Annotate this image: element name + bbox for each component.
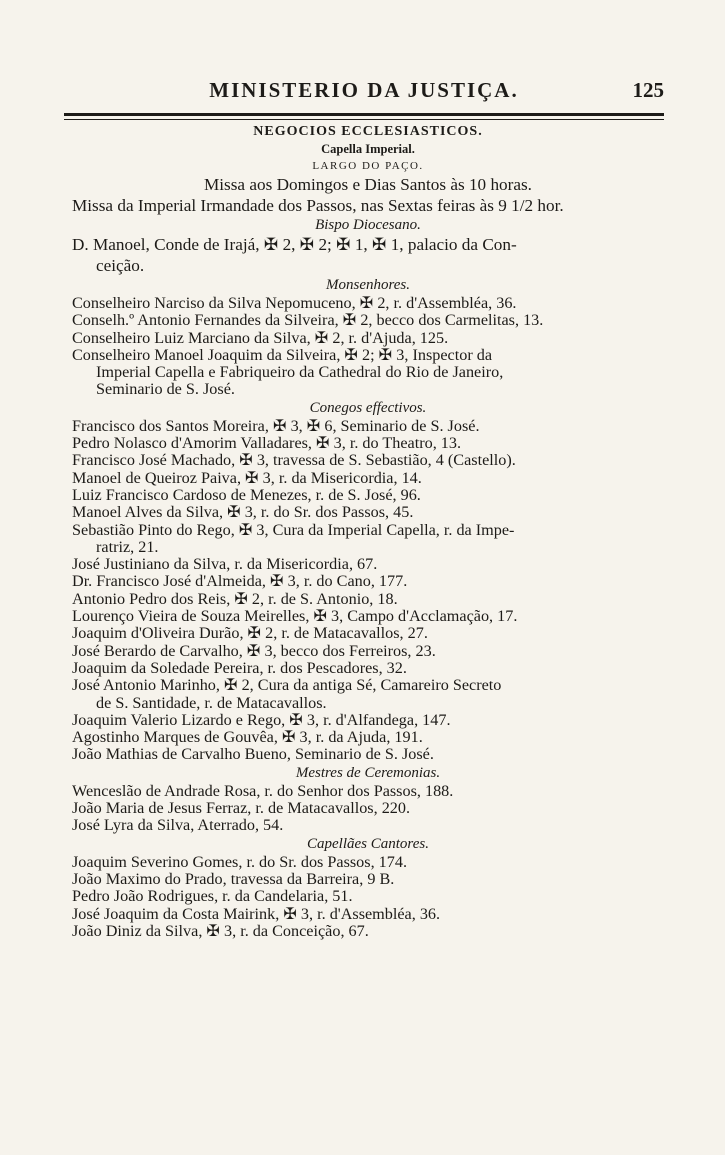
- entry-line: José Berardo de Carvalho, ✠ 3, becco dos Ferreiros, 23.: [72, 641, 436, 660]
- mass-schedule-line: Missa aos Domingos e Dias Santos às 10 horas.: [204, 175, 532, 194]
- entry-line: José Joaquim da Costa Mairink, ✠ 3, r. d'Assembléa, 36.: [72, 904, 441, 923]
- entry-line: Manoel de Queiroz Paiva, ✠ 3, r. da Misericordia, 14.: [72, 468, 422, 487]
- entry-line: ratriz, 21.: [96, 537, 159, 556]
- entry-line: ceição.: [96, 255, 145, 275]
- entry-line: Lourenço Vieira de Souza Meirelles, ✠ 3, Campo d'Acclamação, 17.: [72, 607, 518, 626]
- entry-line: Joaquim Severino Gomes, r. do Sr. dos Passos, 174.: [72, 852, 407, 871]
- entry-line: Joaquim d'Oliveira Durão, ✠ 2, r. de Matacavallos, 27.: [72, 624, 428, 643]
- entry-line: Francisco dos Santos Moreira, ✠ 3, ✠ 6, Seminario de S. José.: [72, 416, 480, 435]
- page-body: [72, 122, 664, 940]
- header-rule-thin: [64, 119, 664, 120]
- heading-monsenhores: Monsenhores.: [325, 277, 411, 293]
- entry-line: Agostinho Marques de Gouvêa, ✠ 3, r. da Ajuda, 191.: [72, 728, 423, 747]
- header-rule-thick: [64, 113, 664, 116]
- entry-line: Pedro Nolasco d'Amorim Valladares, ✠ 3, r. do Theatro, 13.: [72, 434, 462, 453]
- entry-line: Francisco José Machado, ✠ 3, travessa de S. Sebastião, 4 (Castello).: [72, 451, 516, 470]
- heading-conegos: Conegos effectivos.: [309, 399, 427, 416]
- entry-line: Conselheiro Manoel Joaquim da Silveira, ✠ 2; ✠ 3, Inspector da: [72, 345, 493, 364]
- section-subtitle: Capella Imperial.: [321, 142, 415, 156]
- entry-line: D. Manoel, Conde de Irajá, ✠ 2, ✠ 2; ✠ 1, ✠ 1, palacio da Con-: [72, 235, 517, 254]
- entry-line: Sebastião Pinto do Rego, ✠ 3, Cura da Imperial Capella, r. da Impe-: [72, 520, 515, 539]
- heading-mestres: Mestres de Ceremonias.: [295, 764, 441, 781]
- entry-line: de S. Santidade, r. de Matacavallos.: [96, 693, 327, 712]
- entry-line: Pedro João Rodrigues, r. da Candelaria, 51.: [72, 887, 353, 906]
- entry-line: Joaquim da Soledade Pereira, r. dos Pescadores, 32.: [72, 658, 407, 677]
- entry-line: Conselh.º Antonio Fernandes da Silveira, ✠ 2, becco dos Carmelitas, 13.: [72, 311, 544, 330]
- entry-line: João Maximo do Prado, travessa da Barreira, 9 B.: [72, 869, 395, 888]
- entry-line: João Maria de Jesus Ferraz, r. de Matacavallos, 220.: [72, 799, 411, 818]
- entry-line: Joaquim Valerio Lizardo e Rego, ✠ 3, r. d'Alfandega, 147.: [72, 710, 451, 729]
- entry-line: Conselheiro Narciso da Silva Nepomuceno, ✠ 2, r. d'Assembléa, 36.: [72, 294, 517, 312]
- section-location: LARGO DO PAÇO.: [312, 160, 424, 172]
- entry-line: João Mathias de Carvalho Bueno, Seminario de S. José.: [72, 745, 434, 764]
- entry-line: Imperial Capella e Fabriqueiro da Cathedral do Rio de Janeiro,: [96, 363, 504, 382]
- entry-line: João Diniz da Silva, ✠ 3, r. da Conceição, 67.: [72, 921, 369, 940]
- entry-line: Antonio Pedro dos Reis, ✠ 2, r. de S. Antonio, 18.: [72, 589, 398, 608]
- heading-capellaes: Capellães Cantores.: [307, 835, 429, 852]
- entry-line: Luiz Francisco Cardoso de Menezes, r. de S. José, 96.: [72, 485, 421, 504]
- running-head: [64, 78, 664, 108]
- entry-line: José Antonio Marinho, ✠ 2, Cura da antiga Sé, Camareiro Secreto: [72, 676, 502, 695]
- entry-line: Conselheiro Luiz Marciano da Silva, ✠ 2, r. d'Ajuda, 125.: [72, 328, 449, 347]
- entry-line: Wenceslão de Andrade Rosa, r. do Senhor dos Passos, 188.: [72, 781, 454, 800]
- entry-line: Manoel Alves da Silva, ✠ 3, r. do Sr. dos Passos, 45.: [72, 503, 414, 522]
- running-title: MINISTERIO DA JUSTIÇA.: [209, 78, 519, 102]
- page-number: 125: [632, 78, 664, 102]
- section-title: NEGOCIOS ECCLESIASTICOS.: [253, 124, 483, 139]
- heading-bispo: Bispo Diocesano.: [315, 217, 421, 233]
- entry-line: Seminario de S. José.: [96, 380, 235, 399]
- entry-line: Dr. Francisco José d'Almeida, ✠ 3, r. do Cano, 177.: [72, 572, 408, 591]
- entry-line: José Justiniano da Silva, r. da Misericordia, 67.: [72, 555, 378, 574]
- mass-schedule-line: Missa da Imperial Irmandade dos Passos, nas Sextas feiras às 9 1/2 hor.: [72, 195, 564, 215]
- entry-line: José Lyra da Silva, Aterrado, 54.: [72, 816, 284, 835]
